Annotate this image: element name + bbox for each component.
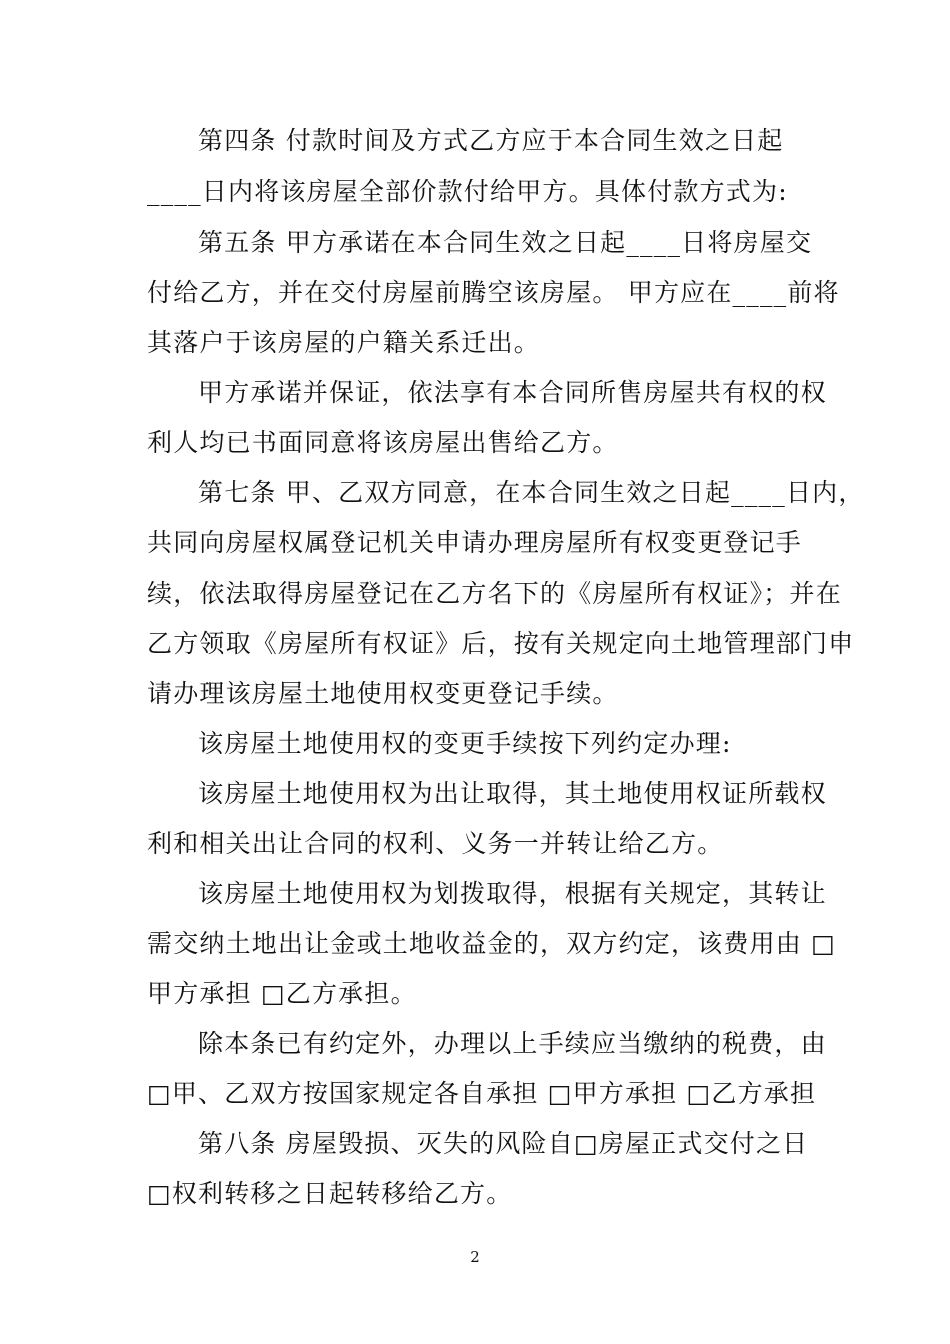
text-line: 需交纳土地出让金或土地收益金的，双方约定，该费用由 □	[147, 929, 836, 958]
text-line: □权利转移之日起转移给乙方。	[147, 1179, 513, 1208]
text-line: 该房屋土地使用权为划拨取得，根据有关规定，其转让	[198, 879, 827, 908]
text-line: 乙方领取《房屋所有权证》后，按有关规定向土地管理部门申	[147, 629, 855, 658]
text-line: 其落户于该房屋的户籍关系迁出。	[147, 328, 541, 357]
text-line: 续，依法取得房屋登记在乙方名下的《房屋所有权证》；并在	[147, 579, 842, 608]
text-line: 付给乙方，并在交付房屋前腾空该房屋。 甲方应在____前将	[147, 278, 840, 307]
text-line: 甲方承诺并保证，依法享有本合同所售房屋共有权的权	[198, 378, 827, 407]
text-line: 甲方承担 □乙方承担。	[147, 979, 417, 1008]
text-line: ____日内将该房屋全部价款付给甲方。具体付款方式为:	[147, 177, 788, 206]
text-line: 该房屋土地使用权为出让取得，其土地使用权证所载权	[198, 779, 827, 808]
text-line: 请办理该房屋土地使用权变更登记手续。	[147, 679, 619, 708]
text-line: 第四条 付款时间及方式乙方应于本合同生效之日起	[198, 126, 784, 155]
text-line: 利和相关出让合同的权利、义务一并转让给乙方。	[147, 829, 724, 858]
text-line: 第五条 甲方承诺在本合同生效之日起____日将房屋交	[198, 228, 813, 257]
text-line: 第八条 房屋毁损、灭失的风险自□房屋正式交付之日	[198, 1129, 809, 1158]
text-line: 该房屋土地使用权的变更手续按下列约定办理:	[198, 729, 732, 758]
text-line: □甲、乙双方按国家规定各自承担 □甲方承担 □乙方承担	[147, 1079, 817, 1108]
page-number: 2	[470, 1248, 480, 1266]
text-line: 共同向房屋权属登记机关申请办理房屋所有权变更登记手	[147, 528, 803, 557]
text-line: 除本条已有约定外，办理以上手续应当缴纳的税费，由	[198, 1029, 827, 1058]
text-line: 利人均已书面同意将该房屋出售给乙方。	[147, 428, 619, 457]
text-line: 第七条 甲、乙双方同意，在本合同生效之日起____日内，	[198, 478, 865, 507]
